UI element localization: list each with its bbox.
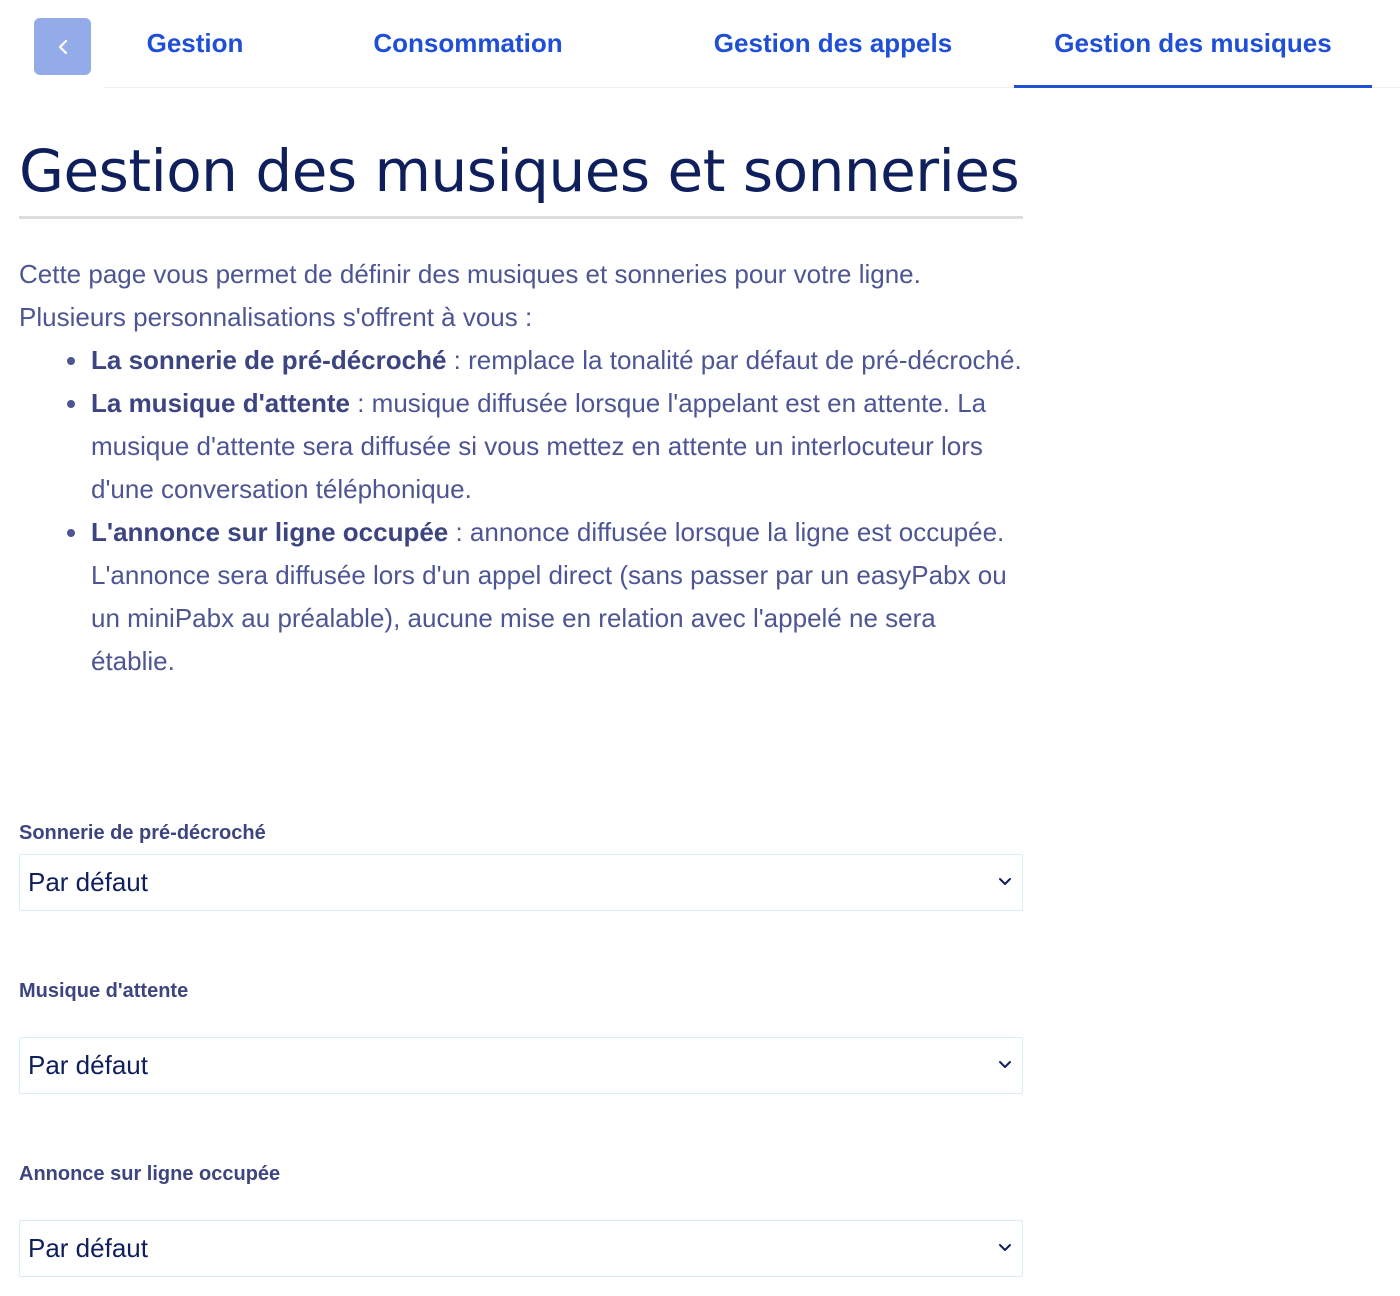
tab-gestion[interactable]: Gestion (146, 27, 244, 58)
select-value: Par défaut (28, 867, 148, 897)
list-item-description: : musique diffusée lorsque l'appelant est en attente. La musique d'attente sera diffusée si vous mettez en attente un interlocuteur lors d'une conversation téléphonique. (91, 388, 987, 504)
list-item (91, 511, 1023, 683)
list-item-term: La musique d'attente (91, 388, 350, 418)
list-item (91, 382, 1023, 511)
tab-bar (104, 0, 1400, 88)
select-value: Par défaut (28, 1233, 148, 1263)
intro-text (19, 253, 1023, 683)
intro-line-1: Cette page vous permet de définir des musiques et sonneries pour votre ligne. (19, 259, 921, 289)
page-title: Gestion des musiques et sonneries (19, 88, 1023, 219)
select-value: Par défaut (28, 1050, 148, 1080)
chevron-down-icon (998, 876, 1012, 888)
intro-line-2: Plusieurs personnalisations s'offrent à vous : (19, 302, 533, 332)
top-navigation (0, 0, 1400, 88)
customization-list (19, 339, 1023, 683)
list-item-term: La sonnerie de pré-décroché (91, 345, 447, 375)
musique-attente-select[interactable] (19, 1037, 1023, 1094)
field-label-sonnerie: Sonnerie de pré-décroché (19, 822, 266, 844)
chevron-left-icon (56, 38, 70, 56)
tab-gestion-des-appels[interactable]: Gestion des appels (713, 27, 953, 58)
tab-consommation[interactable]: Consommation (373, 27, 563, 58)
list-item-description: : annonce diffusée lorsque la ligne est occupée. L'annonce sera diffusée lors d'un appel direct (sans passer par un easyPabx ou un miniPabx au préalable), aucune mise en relation avec l'appelé ne sera établie. (91, 517, 1007, 676)
field-label-annonce: Annonce sur ligne occupée (19, 1163, 281, 1185)
list-item-term: L'annonce sur ligne occupée (91, 517, 449, 547)
chevron-down-icon (998, 1242, 1012, 1254)
field-label-musique-attente: Musique d'attente (19, 980, 189, 1002)
list-item (91, 339, 1023, 382)
list-item-description: : remplace la tonalité par défaut de pré-décroché. (446, 345, 1022, 375)
chevron-down-icon (998, 1059, 1012, 1071)
annonce-select[interactable] (19, 1220, 1023, 1277)
tab-gestion-des-musiques[interactable]: Gestion des musiques (1014, 0, 1372, 86)
main-content (19, 88, 1023, 683)
sonnerie-select[interactable] (19, 854, 1023, 911)
back-button[interactable] (34, 18, 91, 75)
